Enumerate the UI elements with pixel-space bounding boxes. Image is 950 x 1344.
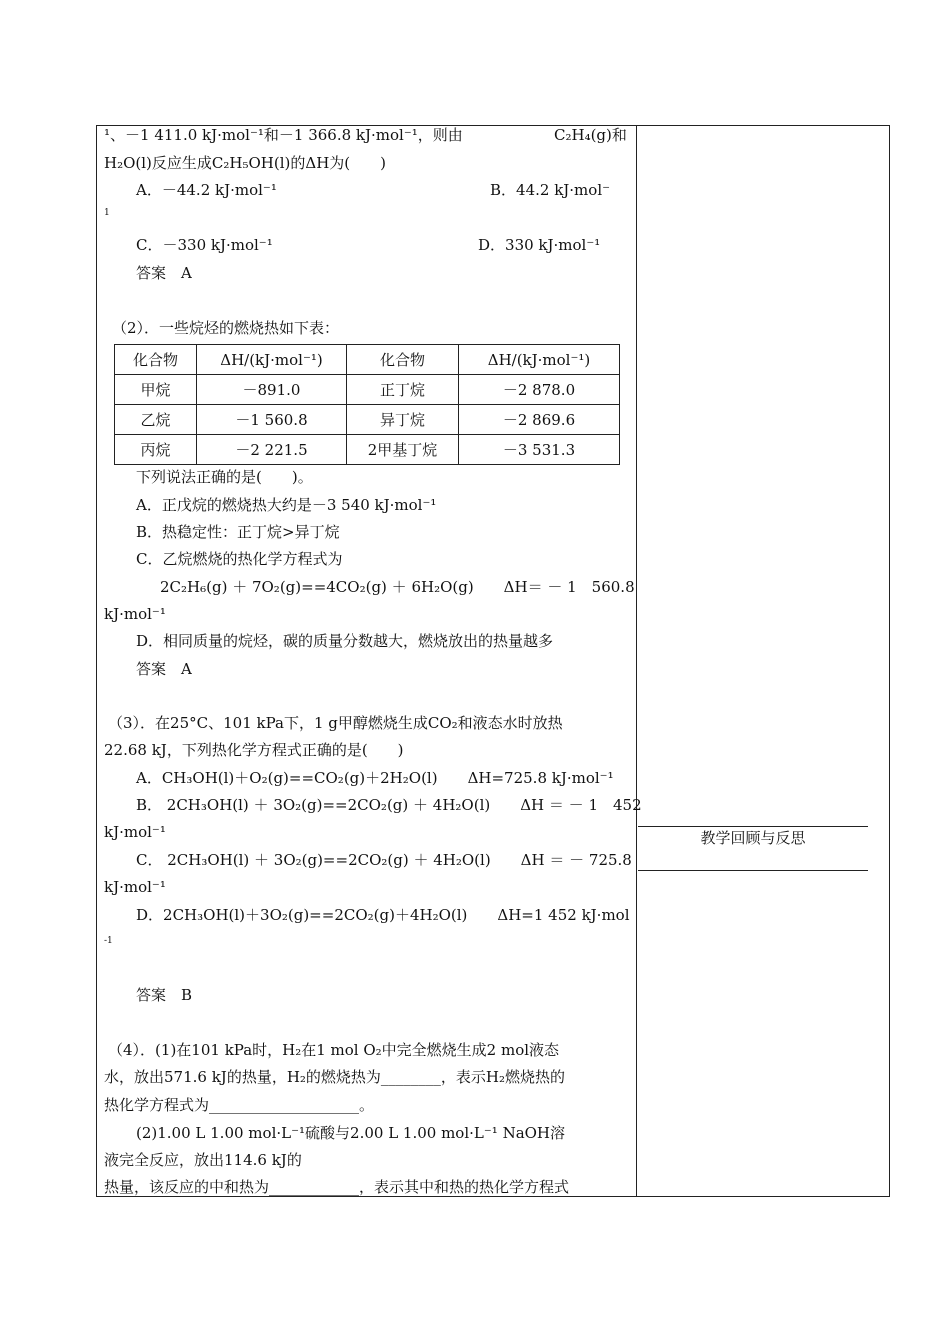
q3-option-c: C． 2CH₃OH(l) ＋ 3O₂(g)==2CO₂(g) ＋ 4H₂O(l) ΔH ＝ － 725.8 <box>136 851 632 869</box>
q3-line2: 22.68 kJ，下列热化学方程式正确的是( ) <box>104 741 404 759</box>
q1-option-b-tail: 1 <box>104 208 110 218</box>
table-header: ΔH/(kJ·mol⁻¹) <box>197 345 347 375</box>
table-cell: 异丁烷 <box>347 405 459 435</box>
q2-option-c-unit: kJ·mol⁻¹ <box>104 605 166 623</box>
q1-option-b: B．44.2 kJ·mol⁻ <box>490 181 611 199</box>
combustion-heat-table <box>114 344 620 465</box>
q4-line1: （4）．(1)在101 kPa时，H₂在1 mol O₂中完全燃烧生成2 mol液态 <box>108 1041 560 1059</box>
table-cell: －1 560.8 <box>197 405 347 435</box>
q3-option-b: B． 2CH₃OH(l) ＋ 3O₂(g)==2CO₂(g) ＋ 4H₂O(l) ΔH ＝ － 1 452 <box>136 796 642 814</box>
table-row <box>115 435 620 465</box>
q3-option-d: D．2CH₃OH(l)＋3O₂(g)==2CO₂(g)＋4H₂O(l) ΔH=1 452 kJ·mol <box>136 906 630 924</box>
q2-option-c-equation: 2C₂H₆(g) ＋ 7O₂(g)==4CO₂(g) ＋ 6H₂O(g) ΔH＝ － 1 560.8 <box>160 578 635 596</box>
table-cell: －2 221.5 <box>197 435 347 465</box>
q3-option-c-unit: kJ·mol⁻¹ <box>104 878 166 896</box>
q4-line5: 液完全反应，放出114.6 kJ的 <box>104 1151 302 1169</box>
q3-option-d-tail: -1 <box>104 936 113 946</box>
q3-option-b-unit: kJ·mol⁻¹ <box>104 823 166 841</box>
column-divider <box>636 125 637 1197</box>
worksheet-frame <box>96 125 890 1197</box>
q2-option-b: B．热稳定性：正丁烷>异丁烷 <box>136 523 340 541</box>
q4-line2: 水，放出571.6 kJ的热量，H₂的燃烧热为________，表示H₂燃烧热的 <box>104 1068 566 1086</box>
table-header-row <box>115 345 620 375</box>
q1-line2: H₂O(l)反应生成C₂H₅OH(l)的ΔH为( ) <box>104 154 386 172</box>
q4-line3: 热化学方程式为____________________。 <box>104 1096 375 1114</box>
table-row <box>115 375 620 405</box>
reflection-heading: 教学回顾与反思 <box>700 829 806 847</box>
table-header: ΔH/(kJ·mol⁻¹) <box>459 345 620 375</box>
q2-question: 下列说法正确的是( )。 <box>136 468 313 486</box>
q2-option-a: A．正戊烷的燃烧热大约是－3 540 kJ·mol⁻¹ <box>136 496 437 514</box>
q1-answer: 答案 A <box>136 264 192 282</box>
q2-answer: 答案 A <box>136 660 192 678</box>
q1-line1-end: C₂H₄(g)和 <box>554 126 627 144</box>
q2-intro: （2）．一些烷烃的燃烧热如下表： <box>112 319 340 337</box>
table-cell: －2 878.0 <box>459 375 620 405</box>
q4-line6: 热量，该反应的中和热为____________，表示其中和热的热化学方程式 <box>104 1178 570 1196</box>
q1-option-a: A．－44.2 kJ·mol⁻¹ <box>136 181 277 199</box>
table-cell: －2 869.6 <box>459 405 620 435</box>
q1-option-d: D．330 kJ·mol⁻¹ <box>478 236 601 254</box>
table-header: 化合物 <box>347 345 459 375</box>
table-cell: 乙烷 <box>115 405 197 435</box>
table-cell: －3 531.3 <box>459 435 620 465</box>
q2-option-c: C．乙烷燃烧的热化学方程式为 <box>136 550 343 568</box>
table-header: 化合物 <box>115 345 197 375</box>
table-row <box>115 405 620 435</box>
q1-line1: ¹、－1 411.0 kJ·mol⁻¹和－1 366.8 kJ·mol⁻¹，则由 <box>104 126 463 144</box>
q1-option-c: C．－330 kJ·mol⁻¹ <box>136 236 273 254</box>
table-cell: 正丁烷 <box>347 375 459 405</box>
table-cell: 甲烷 <box>115 375 197 405</box>
q3-option-a: A．CH₃OH(l)＋O₂(g)==CO₂(g)＋2H₂O(l) ΔH=725.8 kJ·mol⁻¹ <box>136 769 614 787</box>
reflection-bottom-rule <box>638 870 868 871</box>
table-cell: －891.0 <box>197 375 347 405</box>
table-cell: 丙烷 <box>115 435 197 465</box>
table-cell: 2甲基丁烷 <box>347 435 459 465</box>
q4-line4: (2)1.00 L 1.00 mol·L⁻¹硫酸与2.00 L 1.00 mol·L⁻¹ NaOH溶 <box>136 1124 566 1142</box>
q3-line1: （3）．在25°C、101 kPa下，1 g甲醇燃烧生成CO₂和液态水时放热 <box>108 714 563 732</box>
q2-option-d: D．相同质量的烷烃，碳的质量分数越大，燃烧放出的热量越多 <box>136 632 554 650</box>
q3-answer: 答案 B <box>136 986 193 1004</box>
